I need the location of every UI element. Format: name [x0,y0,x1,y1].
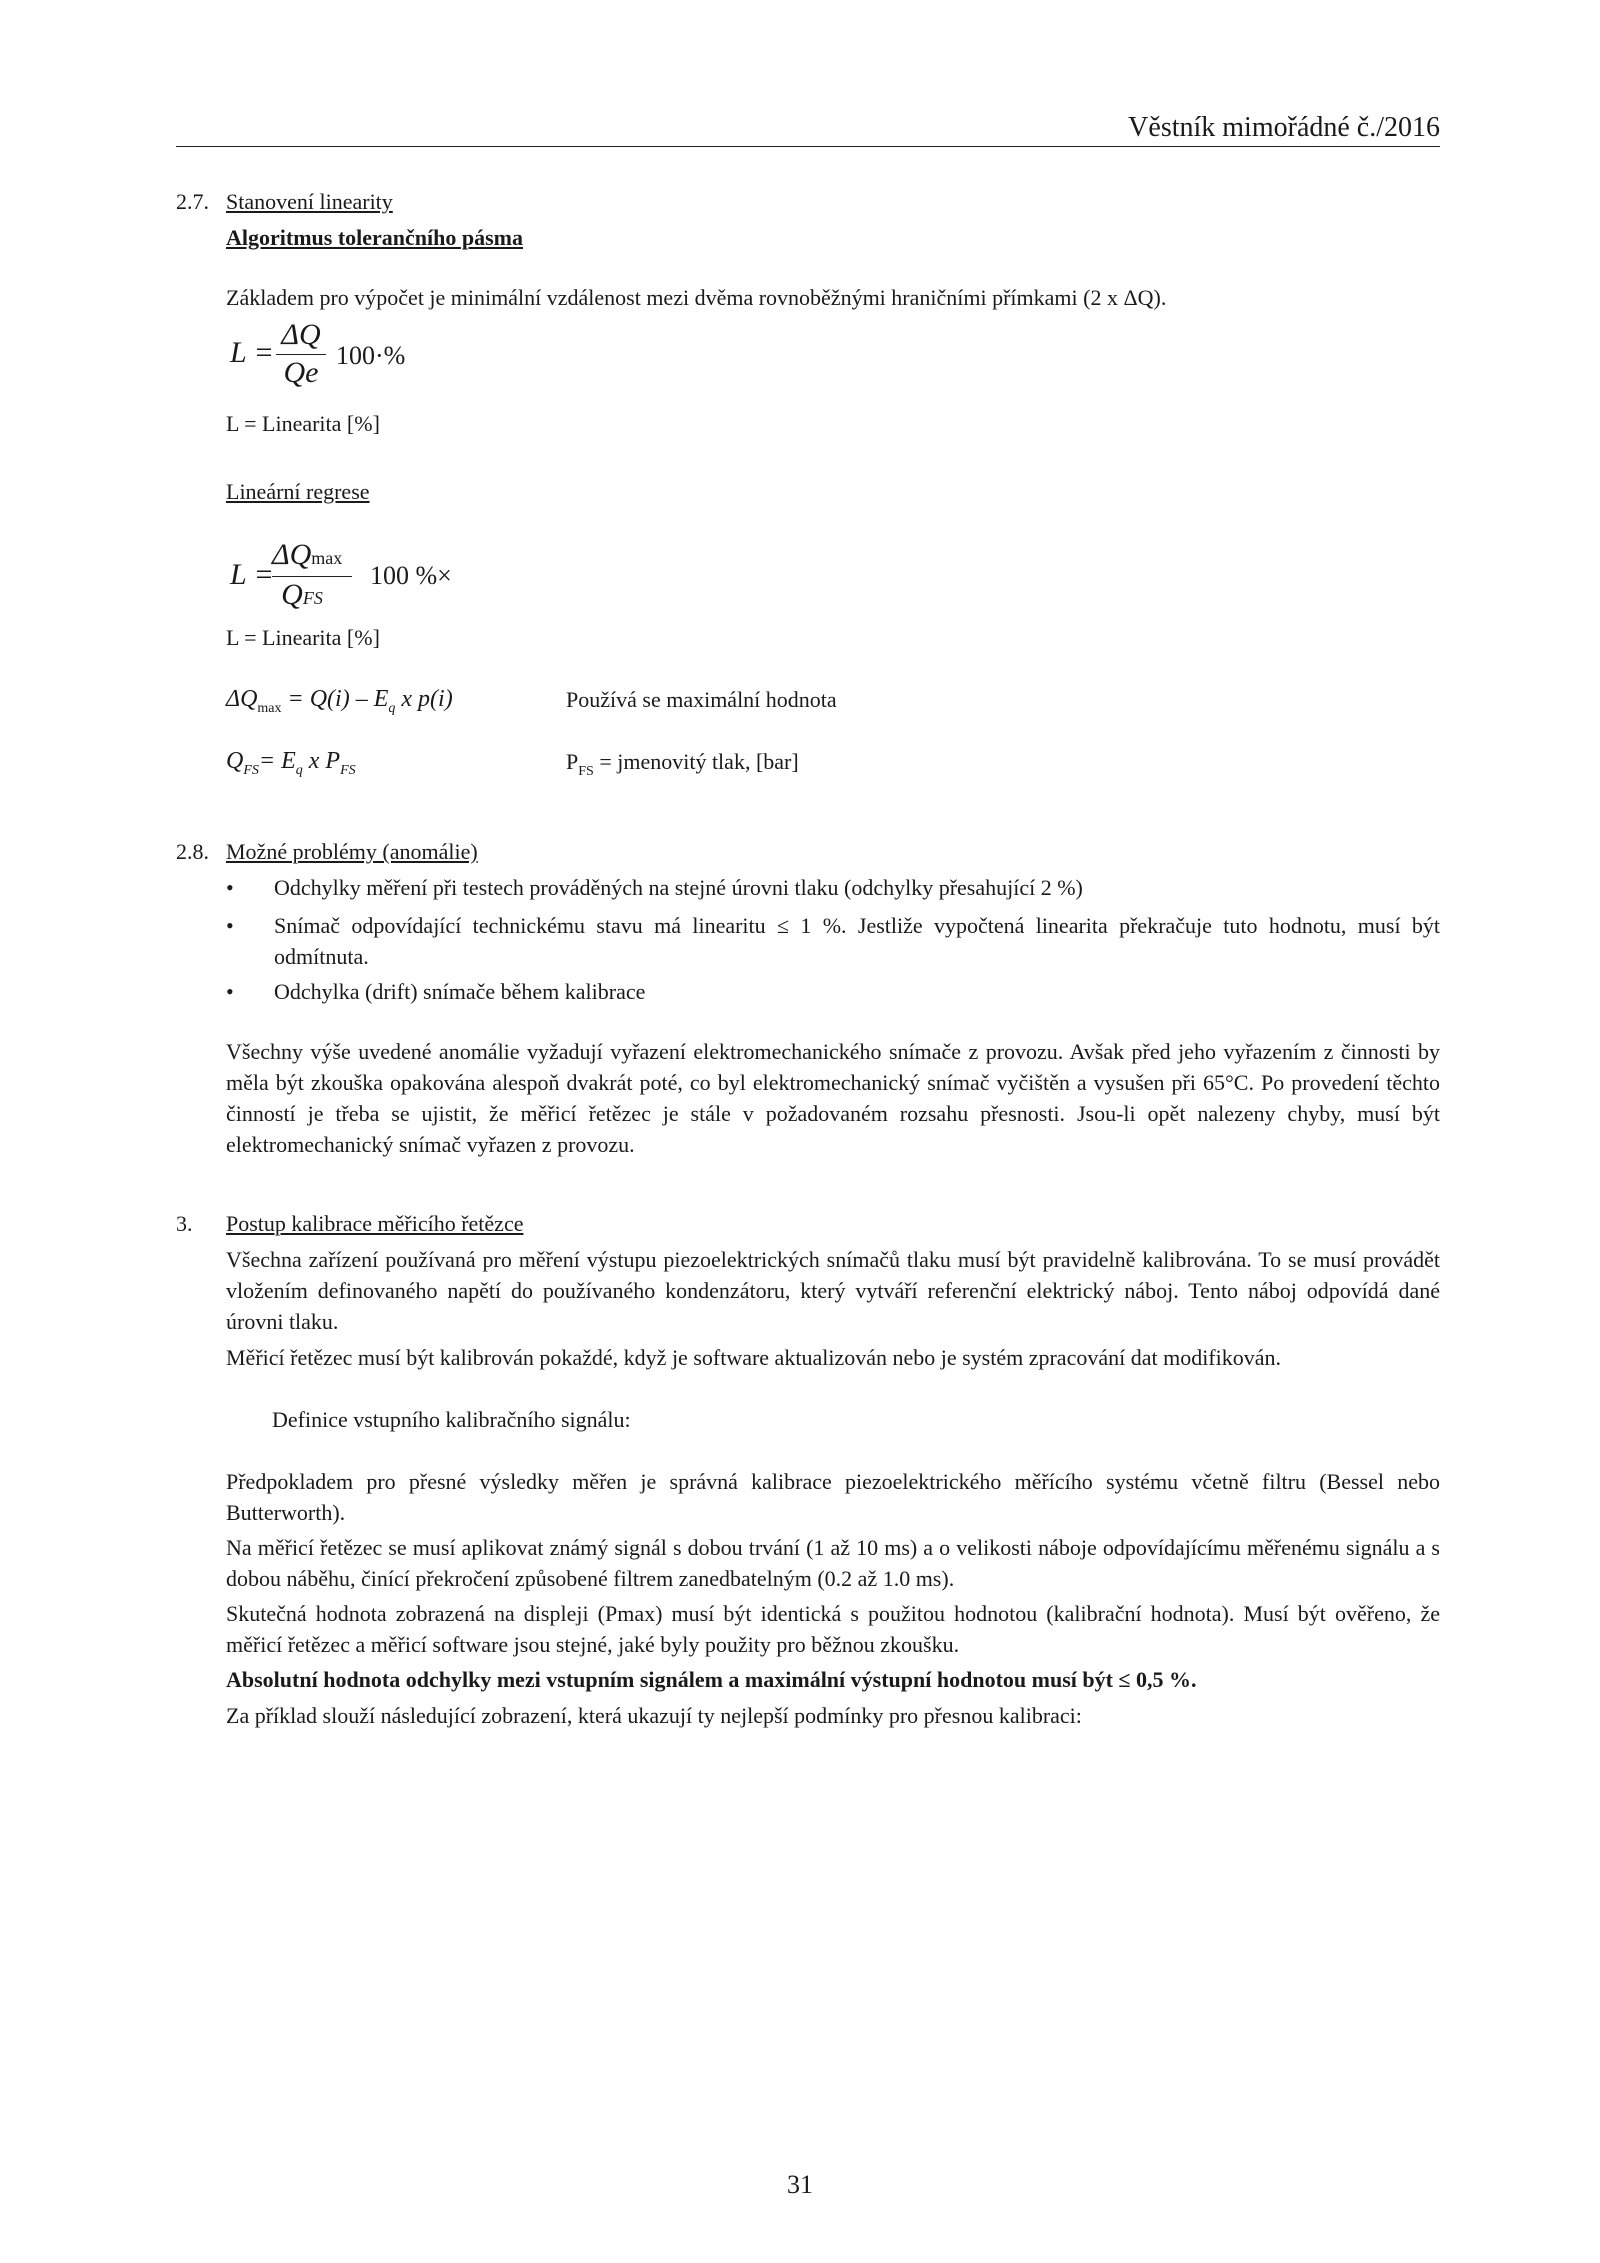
delta-q-note: Používá se maximální hodnota [566,687,837,712]
pfs-rest: = jmenovitý tlak, [bar] [593,749,799,774]
pfs-sub: FS [578,764,594,779]
calibration-paragraph-2: Měřicí řetězec musí být kalibrován pokaždé, když je software aktualizován nebo je systém zpracování dat modifikován. [226,1345,1282,1370]
dq-eq: = Q(i) – E [281,686,389,712]
section-number-2-8: 2.8. [176,839,209,864]
formula-2-numerator [272,538,356,572]
qfs-symbol: Q [226,748,244,774]
formula-delta-q-max [226,684,453,724]
qfs-p-sub: FS [340,763,356,778]
bullet-item: Odchylky měření při testech prováděných na stejné úrovni tlaku (odchylky přesahující 2 %) [274,875,1083,900]
page-number: 31 [787,2170,813,2199]
pfs-note [566,746,799,787]
dq-symbol: ΔQ [226,686,258,712]
section-title-3: Postup kalibrace měřicího řetězce [226,1211,524,1236]
formula-2-definition: L = Linearita [%] [226,625,380,650]
linear-regression-heading: Lineární regrese [226,479,370,504]
calibration-paragraph-1: Všechna zařízení používaná pro měření výstupu piezoelektrických snímačů tlaku musí být pravidelně kalibrována. To se musí provádět vložením definovaného napětí do používaného kondenzátoru, který vytváří referenční elektrický náboj. Tento náboj odpovídá dané úrovni tlaku. [226,1247,1440,1334]
formula-1-numerator: ΔQ [281,318,321,351]
calibration-tolerance-statement: Absolutní hodnota odchylky mezi vstupním signálem a maximální výstupní hodnotou musí být ≤ 0,5 %. [226,1667,1197,1692]
dq-sub: max [257,701,282,716]
anomalies-paragraph: Všechny výše uvedené anomálie vyžadují vyřazení elektromechanického snímače z provozu. Avšak před jeho vyřazením z činnosti by měla být zkouška opakována alespoň dvakrát poté, co byl elektromechanický snímač vyčištěn a vysušen při 65°C. Po provedení těchto činností je třeba se ujistit, že měřicí řetězec je stále v požadovaném rozsahu přesnosti. Jsou-li opět nalezeny chyby, musí být elektromechanický snímač vyřazen z provozu. [226,1039,1440,1157]
bullet-symbol: • [226,979,234,1004]
formula-2-denominator [272,578,332,612]
formula-1-denominator: Qe [283,356,319,389]
qfs-eq: = E [258,748,296,774]
calibration-paragraph-5: Skutečná hodnota zobrazená na displeji (Pmax) musí být identická s použitou hodnotou (kalibrační hodnota). Musí být ověřeno, že měřicí řetězec a měřicí software jsou stejné, jaké byly použity pro běžnou zkoušku. [226,1601,1440,1657]
dq-rest: x p(i) [395,686,453,712]
qfs-e-sub: q [295,763,303,778]
bullet-item: Snímač odpovídající technickému stavu má linearitu ≤ 1 %. Jestliže vypočtená linearita překračuje tuto hodnotu, musí být odmítnuta. [274,913,1440,969]
formula-2-num-sub: max [311,548,343,568]
formula-2-num-text: ΔQ [272,538,312,571]
bullet-symbol: • [226,875,234,900]
pfs-p: P [566,749,579,774]
formula-2-fraction-line [272,576,352,577]
section-number-3: 3. [176,1211,193,1236]
formula-1-rhs: 100·% [336,341,406,370]
formula-2-rhs: 100 %× [370,561,452,590]
intro-paragraph: Základem pro výpočet je minimální vzdálenost mezi dvěma rovnoběžnými hraničními přímkami (2 x ΔQ). [226,285,1167,310]
formula-1-definition: L = Linearita [%] [226,411,380,436]
header-rule [176,146,1440,147]
formula-2-den-sub: FS [302,588,323,608]
bullet-item: Odchylka (drift) snímače během kalibrace [274,979,646,1004]
subsection-title-tolerance-band: Algoritmus tolerančního pásma [226,225,523,250]
calibration-example-intro: Za příklad slouží následující zobrazení, která ukazují ty nejlepší podmínky pro přesnou kalibraci: [226,1703,1082,1728]
qfs-x: x P [302,748,341,774]
formula-2-den-text: Q [281,578,303,611]
section-number-2-7: 2.7. [176,189,209,214]
section-title-2-8: Možné problémy (anomálie) [226,839,478,864]
formula-q-fs [226,746,356,786]
bullet-symbol: • [226,913,234,938]
calibration-paragraph-3: Předpokladem pro přesné výsledky měřen je správná kalibrace piezoelektrického měřícího systému včetně filtru (Bessel nebo Butterworth). [226,1469,1440,1525]
input-signal-definition-heading: Definice vstupního kalibračního signálu: [272,1407,631,1432]
qfs-sub: FS [243,763,259,778]
formula-1-lhs: L = [230,336,274,369]
calibration-paragraph-4: Na měřicí řetězec se musí aplikovat známý signál s dobou trvání (1 až 10 ms) a o velikosti náboje odpovídajícímu měřenému signálu a s dobou náběhu, činící překročení způsobené filtrem zanedbatelným (0.2 až 1.0 ms). [226,1535,1440,1591]
section-title-2-7: Stanovení linearity [226,189,393,214]
formula-1-fraction-line [276,354,326,355]
formula-2-lhs: L = [230,558,274,591]
page-header-title: Věstník mimořádné č./2016 [1128,112,1440,143]
dq-e-sub: q [388,701,396,716]
